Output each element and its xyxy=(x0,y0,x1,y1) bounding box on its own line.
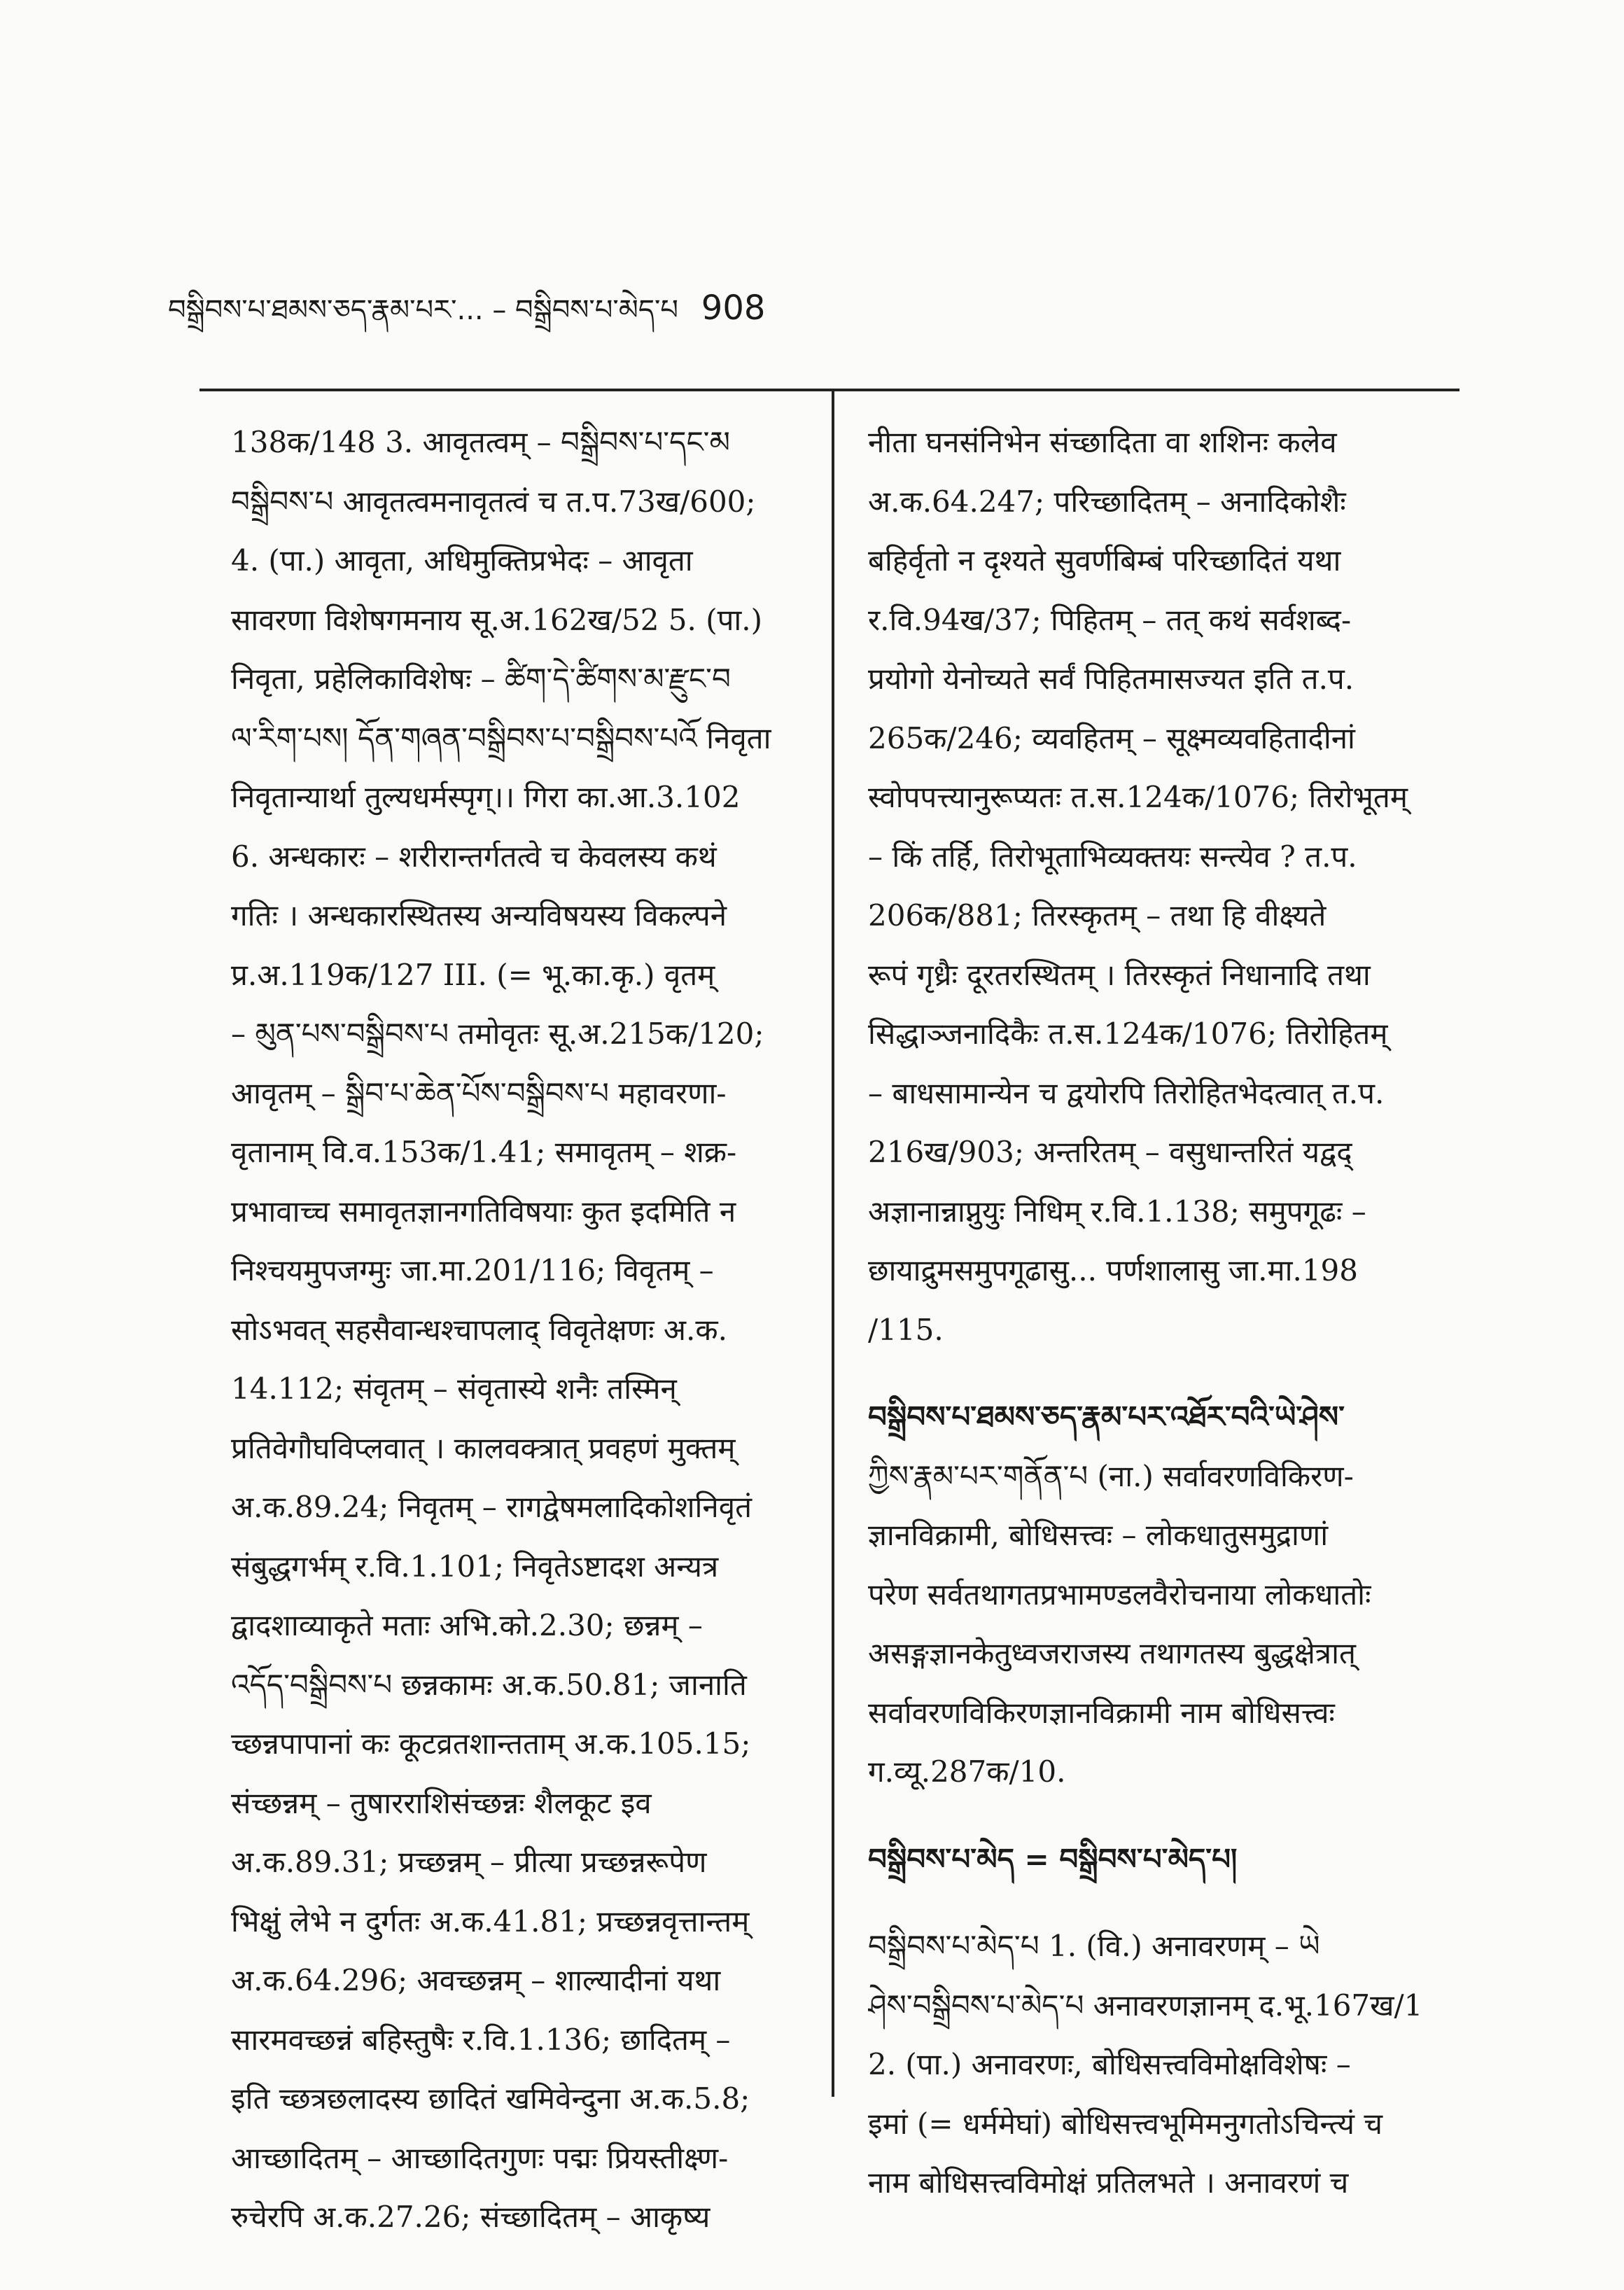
text-line: असङ्गज्ञानकेतुध्वजराजस्य तथागतस्य बुद्धक्षेत्रात् xyxy=(868,1636,1356,1670)
running-title: བསྒྲིབས་པ་ཐམས་ཅད་རྣམ་པར་... – བསྒྲིབས་པ་མེད་པ xyxy=(168,294,679,326)
text-line: च्छन्नपापानां कः कूटव्रतशान्तताम् अ.क.105.15; xyxy=(231,1726,751,1761)
text-line: नाम बोधिसत्त्वविमोक्षं प्रतिलभते । अनावरणं च xyxy=(868,2165,1349,2200)
text-line: संबुद्धगर्भम् र.वि.1.101; निवृतेऽष्टादश अन्यत्र xyxy=(231,1549,719,1584)
text-line: བསྒྲིབས་པ आवृतत्वमनावृतत्वं च त.प.73ख/600; xyxy=(231,484,756,519)
text-line: अ.क.89.24; निवृतम् – रागद्वेषमलादिकोशनिवृतं xyxy=(231,1490,752,1524)
text-line: भिक्षुं लेभे न दुर्गतः अ.क.41.81; प्रच्छन्नवृत्तान्तम् xyxy=(231,1904,750,1939)
text-line: स्वोपपत्त्यानुरूप्यतः त.स.124क/1076; तिरोभूतम् xyxy=(868,780,1408,814)
text-line: 216ख/903; अन्तरितम् – वसुधान्तरितं यद्वद् xyxy=(868,1135,1352,1169)
text-line: 14.112; संवृतम् – संवृतास्ये शनैः तस्मिन् xyxy=(231,1371,677,1406)
text-line: 138क/148 3. आवृतत्वम् – བསྒྲིབས་པ་དང་མ xyxy=(231,425,730,459)
text-line: 6. अन्धकारः – शरीरान्तर्गतत्वे च केवलस्य कथं xyxy=(231,839,717,874)
header-rule xyxy=(200,389,1460,391)
text-line: /115. xyxy=(868,1312,944,1347)
entry-spacer xyxy=(868,1802,1456,1830)
text-line: प्रतिवेगौघविप्लवात् । कालवक्त्रात् प्रवहणं मुक्तम् xyxy=(231,1430,736,1465)
text-line: निवृतान्यार्था तुल्यधर्मस्पृग्।। गिरा का.आ.3.102 xyxy=(231,780,741,814)
entry-spacer xyxy=(868,1360,1456,1388)
column-divider xyxy=(832,389,834,2097)
text-line: 2. (पा.) अनावरणः, बोधिसत्त्वविमोक्षविशेषः – xyxy=(868,2047,1351,2081)
text-line: निवृता, प्रहेलिकाविशेषः – ཚིག་དེ་ཚིགས་མ་རྫུང་བ xyxy=(231,662,731,696)
left-column xyxy=(231,413,812,2247)
text-line: ཀྱིས་རྣམ་པར་གནོན་པ (ना.) सर्वावरणविकिरण- xyxy=(868,1458,1354,1493)
text-line: 265क/246; व्यवहितम् – सूक्ष्मव्यवहितादीनां xyxy=(868,720,1355,755)
text-line: आवृतम् – སྒྲིབ་པ་ཆེན་པོས་བསྒྲིབས་པ महावरणा- xyxy=(231,1075,727,1110)
text-line: वृतानाम् वि.व.153क/1.41; समावृतम् – शक्र- xyxy=(231,1135,737,1169)
text-line: सोऽभवत् सहसैवान्धश्चापलाद् विवृतेक्षणः अ.क. xyxy=(231,1312,727,1347)
text-line: अज्ञानान्नाप्नुयुः निधिम् र.वि.1.138; समुपगूढः – xyxy=(868,1194,1366,1229)
text-line: अ.क.64.296; अवच्छन्नम् – शाल्यादीनां यथा xyxy=(231,1963,721,1997)
text-line: ग.व्यू.287क/10. xyxy=(868,1754,1066,1789)
text-line: ज्ञानविक्रामी, बोधिसत्त्वः – लोकधातुसमुद्राणां xyxy=(868,1518,1329,1552)
text-line: द्वादशाव्याकृते मताः अभि.को.2.30; छन्नम् – xyxy=(231,1608,703,1642)
text-line: निश्चयमुपजग्मुः जा.मा.201/116; विवृतम् – xyxy=(231,1253,714,1287)
text-line: प्रयोगो येनोच्यते सर्वं पिहितमासज्यत इति त.प. xyxy=(868,662,1354,696)
text-line: छायाद्रुमसमुपगूढासु... पर्णशालासु जा.मा.198 xyxy=(868,1253,1358,1287)
right-column xyxy=(868,413,1456,2213)
text-line: इमां (= धर्ममेघां) बोधिसत्त्वभूमिमनुगतोऽचिन्त्यं च xyxy=(868,2106,1383,2141)
text-line: བསྒྲིབས་པ་མེད་པ 1. (वि.) अनावरणम् – ཡེ xyxy=(868,1929,1320,1963)
entry-headword: བསྒྲིབས་པ་ཐམས་ཅད་རྣམ་པར་འཐོར་བའི་ཡེ་ཤེས་ xyxy=(868,1399,1345,1434)
text-line: अ.क.89.31; प्रच्छन्नम् – प्रीत्या प्रच्छन्नरूपेण xyxy=(231,1845,707,1879)
text-line: आच्छादितम् – आच्छादितगुणः पद्मः प्रियस्तीक्ष्ण- xyxy=(231,2140,729,2175)
entry-spacer xyxy=(868,1889,1456,1917)
text-line: सिद्धाञ्जनादिकैः त.स.124क/1076; तिरोहितम् xyxy=(868,1017,1388,1051)
text-line: – किं तर्हि, तिरोभूताभिव्यक्तयः सन्त्येव ? त.प. xyxy=(868,839,1357,874)
running-header xyxy=(168,277,868,340)
text-line: འདོད་བསྒྲིབས་པ छन्नकामः अ.क.50.81; जानाति xyxy=(231,1667,747,1702)
text-line: र.वि.94ख/37; पिहितम् – तत् कथं सर्वशब्द- xyxy=(868,602,1352,637)
text-line: रुचेरपि अ.क.27.26; संच्छादितम् – आकृष्य xyxy=(231,2200,710,2234)
text-line: प्र.अ.119क/127 III. (= भू.का.कृ.) वृतम् xyxy=(231,957,715,992)
text-line: सावरणा विशेषगमनाय सू.अ.162ख/52 5. (पा.) xyxy=(231,602,763,637)
page-number: 908 xyxy=(701,288,766,328)
text-line: ཤེས་བསྒྲིབས་པ་མེད་པ अनावरणज्ञानम् द.भू.167ख/1 xyxy=(868,1988,1423,2023)
text-line: नीता घनसंनिभेन संच्छादिता वा शशिनः कलेव xyxy=(868,425,1337,459)
text-line: सारमवच्छन्नं बहिस्तुषैः र.वि.1.136; छादितम् – xyxy=(231,2022,731,2057)
text-line: इति च्छत्रछलादस्य छादितं खमिवेन्दुना अ.क.5.8; xyxy=(231,2081,750,2116)
text-line: संच्छन्नम् – तुषारराशिसंच्छन्नः शैलकूट इव xyxy=(231,1785,652,1820)
text-line: – बाधसामान्येन च द्वयोरपि तिरोहितभेदत्वात् त.प. xyxy=(868,1075,1385,1110)
text-line: परेण सर्वतथागतप्रभामण्डलवैरोचनाया लोकधातोः xyxy=(868,1577,1371,1612)
entry-headword: བསྒྲིབས་པ་མེད = བསྒྲིབས་པ་མེད་པ། xyxy=(868,1841,1238,1876)
text-line: अ.क.64.247; परिच्छादितम् – अनादिकोशैः xyxy=(868,484,1346,519)
text-line: ལ་རིག་པས། དོན་གཞན་བསྒྲིབས་པ་བསྒྲིབས་པའོ निवृता xyxy=(231,720,771,755)
text-line: सर्वावरणविकिरणज्ञानविक्रामी नाम बोधिसत्त्वः xyxy=(868,1695,1335,1730)
text-line: – མུན་པས་བསྒྲིབས་པ तमोवृतः सू.अ.215क/120; xyxy=(231,1017,764,1051)
text-line: गतिः । अन्धकारस्थितस्य अन्यविषयस्य विकल्पने xyxy=(231,898,727,933)
text-line: प्रभावाच्च समावृतज्ञानगतिविषयाः कुत इदमिति न xyxy=(231,1194,736,1229)
text-line: 4. (पा.) आवृता, अधिमुक्तिप्रभेदः – आवृता xyxy=(231,543,693,578)
text-line: बहिर्वृतो न दृश्यते सुवर्णबिम्बं परिच्छादितं यथा xyxy=(868,543,1341,578)
text-line: 206क/881; तिरस्कृतम् – तथा हि वीक्ष्यते xyxy=(868,898,1326,933)
text-line: रूपं गृध्रैः दूरतरस्थितम् । तिरस्कृतं निधानादि तथा xyxy=(868,957,1371,992)
